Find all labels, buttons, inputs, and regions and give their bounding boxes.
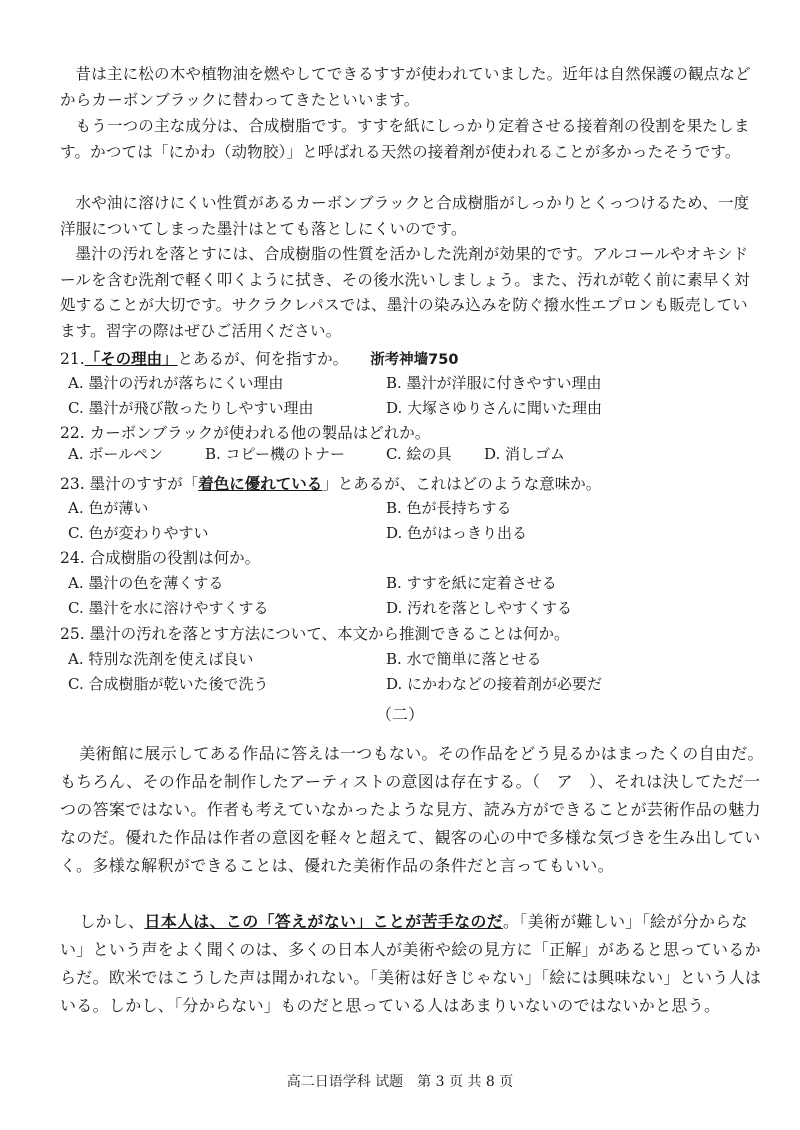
question-24-option-a[interactable]: A. 墨汁の色を薄くする bbox=[68, 574, 224, 592]
question-21-text: とあるが、何を指すか。 bbox=[177, 350, 349, 368]
passage-paragraph-1: 昔は主に松の木や植物油を燃やしてできるすすが使われていました。近年は自然保護の観点などからカーボンブラックに替わってきたといいます。 bbox=[60, 65, 751, 109]
question-25-option-a[interactable]: A. 特別な洗剤を使えば良い bbox=[68, 650, 254, 668]
question-24-option-c[interactable]: C. 墨汁を水に溶けやすくする bbox=[68, 599, 269, 617]
watermark-tag: 浙考神墙750 bbox=[370, 352, 459, 368]
section-2-paragraph-1: 美術館に展示してある作品に答えは一つもない。その作品をどう見るかはまったくの自由だ。もちろん、その作品を制作したアーティストの意図は存在する。（ ア ）、それは決してただ一つの答案ではない。作者も考えていなかったような見方、読み方ができることが芸術作品の魅力なのだ。優れた作品は作者の意図を軽々と超えて、観客の心の中で多様な気づきを生み出していく。多様な解釈ができることは、優れた美術作品の条件だと言ってもいい。 bbox=[60, 744, 764, 875]
section-2-paragraph-2-post: 。「美術が難しい」「絵が分からない」という声をよく聞くのは、多くの日本人が美術や絵の見方に「正解」があると思っているからだ。欧米ではこうした声は聞かれない。「美術は好きじゃない」「絵には興味ない」という人はいる。しかし、「分からない」ものだと思っている人はあまりいないのではないかと思う。 bbox=[60, 912, 762, 1015]
question-21-option-a[interactable]: A. 墨汁の汚れが落ちにくい理由 bbox=[68, 374, 284, 392]
question-21-option-b[interactable]: B. 墨汁が洋服に付きやすい理由 bbox=[386, 374, 602, 392]
question-21 bbox=[60, 346, 760, 373]
underlined-statement: 日本人は、この「答えがない」ことが苦手なのだ bbox=[144, 912, 503, 931]
question-22: 22. カーボンブラックが使われる他の製品はどれか。 bbox=[60, 424, 431, 442]
question-22-option-c[interactable]: C. 絵の具 bbox=[386, 445, 452, 463]
question-23-option-c[interactable]: C. 色が変わりやすい bbox=[68, 524, 209, 542]
page-footer: 高二日语学科 试题 第 3 页 共 8 页 bbox=[286, 1074, 514, 1090]
section-2-paragraph-2-pre: しかし、 bbox=[79, 912, 145, 931]
question-25-option-b[interactable]: B. 水で簡単に落とせる bbox=[386, 650, 542, 668]
question-21-option-c[interactable]: C. 墨汁が飛び散ったりしやすい理由 bbox=[68, 399, 314, 417]
question-24-option-d[interactable]: D. 汚れを落としやすくする bbox=[386, 599, 573, 617]
question-25-option-c[interactable]: C. 合成樹脂が乾いた後で洗う bbox=[68, 675, 269, 693]
question-25: 25. 墨汁の汚れを落とす方法について、本文から推測できることは何か。 bbox=[60, 625, 570, 643]
question-23 bbox=[60, 471, 760, 497]
question-21-quote: 「その理由」 bbox=[84, 349, 178, 368]
passage-paragraph-3: 水や油に溶けにくい性質があるカーボンブラックと合成樹脂がしっかりとくっつけるため、一度洋服についてしまった墨汁はとても落としにくいのです。 bbox=[60, 194, 750, 238]
section-2-paragraph-2 bbox=[60, 908, 765, 1020]
question-22-option-a[interactable]: A. ボールペン bbox=[68, 445, 164, 463]
question-23-post: 」とあるが、これはどのような意味か。 bbox=[322, 475, 602, 493]
question-24: 24. 合成樹脂の役割は何か。 bbox=[60, 549, 261, 567]
question-23-option-b[interactable]: B. 色が長持ちする bbox=[386, 499, 512, 517]
question-22-option-d[interactable]: D. 消しゴム bbox=[484, 445, 566, 463]
question-23-option-a[interactable]: A. 色が薄い bbox=[68, 499, 149, 517]
question-23-quote: 着色に優れている bbox=[198, 474, 323, 493]
question-23-option-d[interactable]: D. 色がはっきり出る bbox=[386, 524, 528, 542]
section-2-heading: （二） bbox=[375, 705, 424, 724]
question-22-option-b[interactable]: B. コピー機のトナー bbox=[205, 445, 345, 463]
passage-paragraph-4: 墨汁の汚れを落とすには、合成樹脂の性質を活かした洗剤が効果的です。アルコールやオキシドールを含む洗剤で軽く叩くように拭き、その後水洗いしましょう。また、汚れが乾く前に素早く対処することが大切です。サクラクレパスでは、墨汁の染み込みを防ぐ撥水性エプロンも販売しています。習字の際はぜひご活用ください。 bbox=[60, 245, 750, 340]
question-21-option-d[interactable]: D. 大塚さゆりさんに聞いた理由 bbox=[386, 399, 603, 417]
question-24-option-b[interactable]: B. すすを紙に定着させる bbox=[386, 574, 557, 592]
passage-paragraph-2: もう一つの主な成分は、合成樹脂です。すすを紙にしっかり定着させる接着剤の役割を果たします。かつては「にかわ（动物胶）」と呼ばれる天然の接着剤が使われることが多かったそうです。 bbox=[60, 117, 750, 161]
question-21-number: 21. bbox=[60, 350, 85, 368]
question-23-pre: 23. 墨汁のすすが「 bbox=[60, 475, 199, 493]
question-25-option-d[interactable]: D. にかわなどの接着剤が必要だ bbox=[386, 675, 603, 693]
